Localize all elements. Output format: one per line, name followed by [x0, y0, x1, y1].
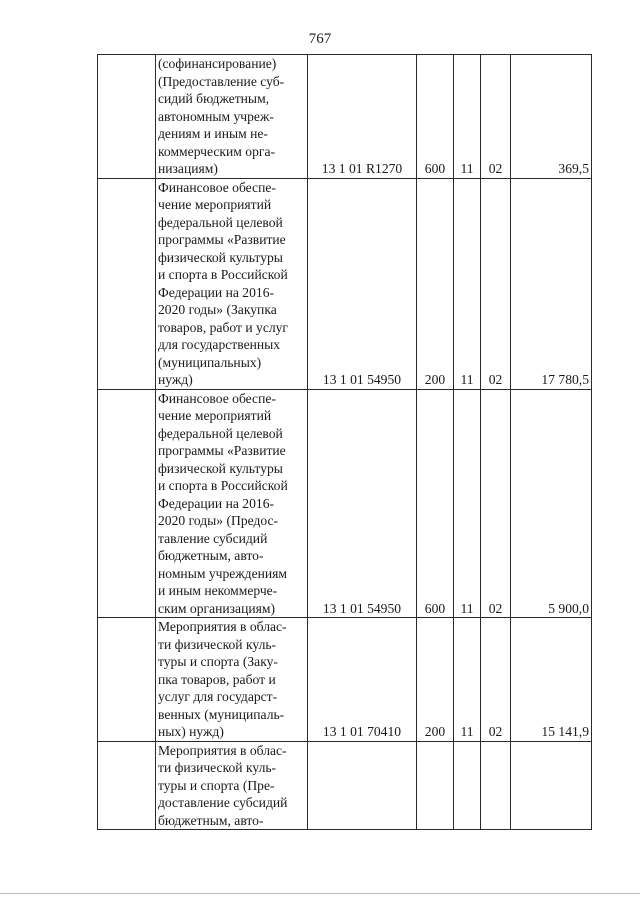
item-name-line: Финансовое обеспе-: [158, 179, 276, 195]
amount-value: [511, 741, 592, 830]
item-name-line: туры и спорта (Пре-: [158, 777, 275, 793]
item-name-line: нужд): [158, 372, 193, 387]
item-name-line: ти физической куль-: [158, 760, 277, 775]
subsection-code: 02: [481, 618, 511, 742]
subsection-code: 02: [481, 178, 511, 389]
item-name-line: ти физической куль-: [158, 636, 277, 652]
item-name-line: ных) нужд): [158, 724, 224, 739]
item-name-line: федеральной целевой: [158, 425, 283, 441]
expense-type-code: 200: [417, 178, 454, 389]
item-name-line: федеральной целевой: [158, 214, 283, 230]
item-name-line: чение мероприятий: [158, 408, 272, 423]
section-code: 11: [454, 178, 481, 389]
item-name-line: услуг для государст-: [158, 689, 278, 704]
amount-value: 369,5: [511, 55, 592, 179]
expense-type-code: 600: [417, 389, 454, 618]
item-name-line: тавление субсидий: [158, 530, 268, 546]
item-name-line: Мероприятия в облас-: [158, 742, 287, 758]
item-name-line: программы «Развитие: [158, 232, 286, 247]
item-name-line: и спорта в Российской: [158, 267, 288, 282]
blank-cell: [98, 741, 156, 830]
table-row: [98, 389, 592, 618]
subsection-code: [481, 741, 511, 830]
table-row: [98, 55, 592, 179]
item-name-line: программы «Развитие: [158, 443, 286, 458]
expense-type-code: 600: [417, 55, 454, 179]
item-name-line: (муниципальных): [158, 354, 262, 370]
blank-cell: [98, 389, 156, 618]
item-name-line: товаров, работ и услуг: [158, 319, 289, 335]
item-name-line: физической культуры: [158, 249, 283, 265]
item-name-line: Федерации на 2016-: [158, 495, 275, 511]
item-name-cell: [156, 741, 308, 830]
table-row: [98, 741, 592, 830]
amount-value: 15 141,9: [511, 618, 592, 742]
table-row: [98, 618, 592, 742]
item-name-line: коммерческим орга-: [158, 143, 276, 159]
item-name-cell: [156, 178, 308, 389]
item-name-line: физической культуры: [158, 460, 283, 476]
item-name-line: венных (муниципаль-: [158, 706, 285, 722]
item-name-line: туры и спорта (Заку-: [158, 654, 278, 669]
item-name-cell: [156, 618, 308, 742]
section-code: 11: [454, 389, 481, 618]
item-name-line: Федерации на 2016-: [158, 284, 275, 300]
subsection-code: 02: [481, 55, 511, 179]
item-name-line: доставление субсидий: [158, 795, 288, 810]
item-name-line: (Предоставление суб-: [158, 73, 285, 89]
item-name-line: низациям): [158, 161, 218, 176]
section-code: [454, 741, 481, 830]
item-name-line: 2020 годы» (Закупка: [158, 302, 277, 317]
expense-type-code: 200: [417, 618, 454, 742]
amount-value: 5 900,0: [511, 389, 592, 618]
item-name-line: ским организациям): [158, 600, 276, 616]
table-row: [98, 178, 592, 389]
item-name-line: бюджетным, авто-: [158, 812, 264, 828]
item-name-line: для государственных: [158, 337, 281, 352]
item-name-line: номным учреждениям: [158, 565, 288, 581]
amount-value: 17 780,5: [511, 178, 592, 389]
item-name-line: пка товаров, работ и: [158, 671, 276, 687]
item-name-line: Мероприятия в облас-: [158, 619, 287, 634]
item-name-line: и спорта в Российской: [158, 478, 288, 493]
section-code: 11: [454, 618, 481, 742]
budget-table: [97, 54, 592, 830]
target-article-code: 13 1 01 R1270: [308, 55, 417, 179]
item-name-line: бюджетным, авто-: [158, 548, 264, 563]
blank-cell: [98, 178, 156, 389]
item-name-line: 2020 годы» (Предос-: [158, 513, 279, 528]
subsection-code: 02: [481, 389, 511, 618]
blank-cell: [98, 55, 156, 179]
item-name-cell: [156, 389, 308, 618]
item-name-line: дениям и иным не-: [158, 126, 268, 141]
item-name-line: и иным некоммерче-: [158, 583, 278, 598]
item-name-cell: [156, 55, 308, 179]
item-name-line: сидий бюджетным,: [158, 91, 270, 106]
target-article-code: [308, 741, 417, 830]
item-name-line: Финансовое обеспе-: [158, 390, 276, 406]
item-name-line: автономным учреж-: [158, 108, 274, 124]
scan-edge-line: [0, 893, 640, 894]
item-name-line: чение мероприятий: [158, 197, 272, 212]
item-name-line: (софинансирование): [158, 56, 277, 71]
target-article-code: 13 1 01 54950: [308, 178, 417, 389]
page-number: 767: [308, 31, 332, 47]
section-code: 11: [454, 55, 481, 179]
blank-cell: [98, 618, 156, 742]
expense-type-code: [417, 741, 454, 830]
target-article-code: 13 1 01 70410: [308, 618, 417, 742]
target-article-code: 13 1 01 54950: [308, 389, 417, 618]
